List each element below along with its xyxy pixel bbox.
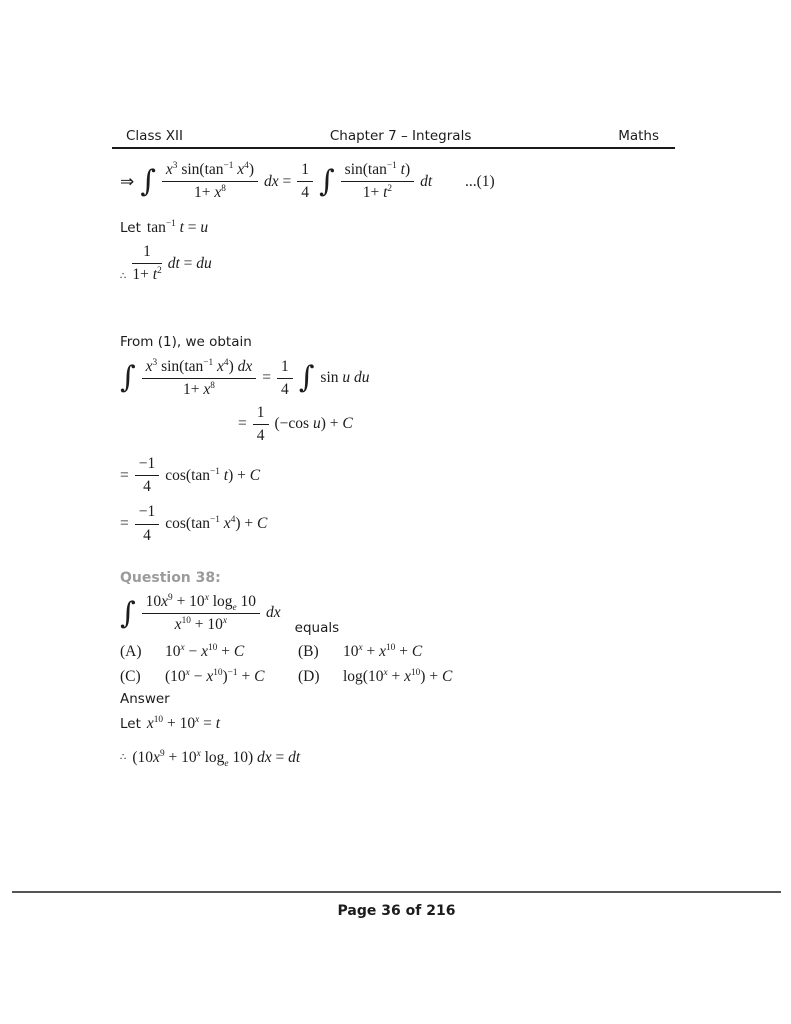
fraction-minus-one-fourth (135, 454, 160, 497)
derivation-line-4 (120, 502, 675, 545)
denominator: $x^{10} + 10^x$ (174, 615, 227, 633)
fraction-lhs (142, 357, 257, 400)
fraction-minus-one-fourth (135, 502, 160, 545)
option-expression: $10^x + x^{10} + C$ (343, 642, 423, 660)
options-grid (120, 643, 675, 686)
equals-sign: = (238, 415, 247, 433)
integral-sign: ∫ (298, 360, 315, 396)
denominator: 4 (301, 184, 310, 202)
option-expression: $(10^x - x^{10})^{-1} + C$ (165, 667, 265, 685)
option-label: (A) (120, 642, 142, 660)
header-subject-label: Maths (618, 128, 659, 144)
option-label: (B) (298, 642, 319, 660)
integral-sign: ∫ (140, 163, 156, 199)
numerator: $x^3$ $\sin(\tan^{-1}$ $x^4$) (162, 160, 258, 182)
option-b (298, 643, 675, 661)
let-expression: $\tan^{-1} t = u$ (146, 219, 209, 237)
numerator: 1 (277, 357, 293, 379)
integral-sign: ∫ (319, 163, 335, 199)
page-footer (12, 891, 781, 919)
header-class-label: Class XII (126, 128, 184, 144)
numerator: 1 (132, 242, 161, 264)
dt-term: dt (420, 172, 433, 190)
equals-sign: = (120, 466, 129, 484)
equation-1 (120, 160, 675, 203)
fraction (132, 242, 161, 285)
option-label: (C) (120, 667, 141, 685)
numerator: −1 (135, 502, 160, 524)
fraction-one-fourth (253, 403, 269, 446)
question-integral (120, 592, 675, 635)
option-expression: $\log(10^x + x^{10}) + C$ (343, 667, 453, 685)
substitution-let-line (120, 219, 675, 237)
let-expression: $x^{10} + 10^x = t$ (146, 714, 221, 732)
minus-cos-term: (−cos u) + C (274, 415, 353, 433)
numerator: 1 (297, 160, 313, 182)
page-number-label: Page 36 of 216 (337, 903, 456, 919)
equals-sign: = (120, 515, 129, 533)
answer-let-line (120, 715, 675, 733)
denominator: 4 (281, 380, 289, 398)
denominator: $1+ t^2$ (362, 183, 393, 202)
dx-term: dx (266, 604, 281, 622)
option-label: (D) (298, 667, 320, 685)
denominator: 4 (256, 426, 265, 444)
fraction-rhs (341, 160, 414, 203)
from-text: From (1), we obtain (120, 333, 252, 350)
option-a (120, 643, 298, 661)
numerator: 1 (253, 403, 269, 425)
page-header (112, 128, 675, 149)
integral-sign: ∫ (120, 595, 136, 631)
therefore-icon: ∴ (120, 751, 127, 763)
fraction-one-fourth (277, 357, 293, 400)
therefore-icon: ∴ (120, 270, 127, 282)
numerator: $10x^9 + 10^x$ $\log_e 10$ (142, 592, 260, 614)
differential-expression: ($10x^9 + 10^x$ $\log_e 10$) dx = dt (132, 748, 301, 770)
numerator: −1 (135, 454, 160, 476)
option-c (120, 668, 298, 686)
equals-sign: = (262, 369, 272, 387)
page-content (112, 128, 675, 770)
numerator: $x^3$ $\sin(\tan^{-1}$ $x^4$) dx (142, 357, 257, 379)
derivation-line-2 (238, 403, 675, 446)
denominator: $1+ x^8$ (193, 183, 226, 202)
option-d (298, 668, 675, 686)
derivation-line-1 (120, 357, 675, 400)
dt-du-expression: dt = du (167, 254, 212, 272)
cos-tan-t-term: $\cos(\tan^{-1}$ t) + C (165, 466, 261, 484)
option-expression: $10^x - x^{10} + C$ (165, 642, 245, 660)
denominator: $1+ t^2$ (132, 266, 162, 284)
numerator: $\sin(\tan^{-1}$ t) (341, 160, 414, 182)
denominator: 4 (143, 526, 151, 544)
cos-tan-x-term: $\cos(\tan^{-1}$ $x^4) + C$ (165, 514, 268, 533)
fraction-one-fourth (297, 160, 313, 203)
derivation-line-3 (120, 454, 675, 497)
substitution-therefore-line (120, 242, 675, 285)
denominator: $1+ x^8$ (182, 380, 215, 398)
answer-therefore-line (120, 748, 675, 770)
equals-word: equals (294, 620, 340, 637)
equation-reference: ...(1) (465, 172, 495, 190)
answer-heading: Answer (120, 690, 170, 707)
let-label: Let (120, 220, 141, 237)
fraction (142, 592, 260, 635)
implies-arrow-icon: ⇒ (120, 171, 135, 192)
let-label: Let (120, 715, 141, 732)
question-heading: Question 38: (120, 569, 221, 586)
integral-sign: ∫ (120, 360, 136, 396)
dx-equals: dx = (264, 172, 292, 190)
header-chapter-title: Chapter 7 – Integrals (329, 128, 472, 144)
denominator: 4 (143, 478, 151, 496)
sin-u-du-term: sin u du (320, 369, 370, 387)
fraction-lhs (162, 160, 258, 203)
